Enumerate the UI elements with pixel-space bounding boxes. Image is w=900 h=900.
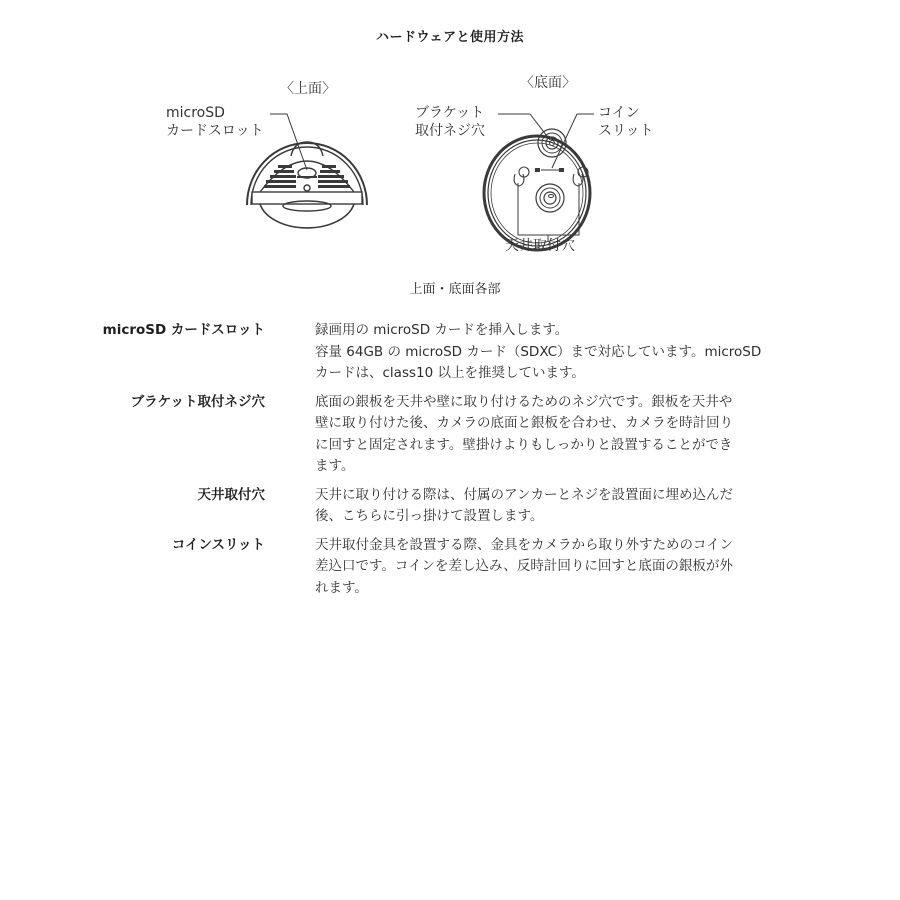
callout-coin-line2: スリット: [598, 123, 654, 139]
spec-row-coin-slit: [0, 535, 900, 600]
spec-row-microsd-slot: [0, 320, 900, 385]
spec-term: 天井取付穴: [197, 486, 265, 503]
spec-line: 天井に取り付ける際は、付属のアンカーとネジを設置面に埋め込んだ: [315, 486, 733, 503]
spec-description: [315, 320, 790, 385]
spec-row-bracket-screw-hole: [0, 392, 900, 478]
spec-line: カードは、class10 以上を推奨しています。: [315, 365, 585, 381]
spec-line: 底面の銀板を天井や壁に取り付けるためのネジ穴です。銀板を天井や: [315, 393, 733, 410]
figure-caption: 上面・底面各部: [409, 282, 501, 297]
page-title: ハードウェアと使用方法: [376, 30, 524, 45]
top-view-illustration: [160, 70, 700, 265]
spec-description: [315, 392, 790, 478]
spec-list: [0, 320, 900, 606]
spec-line: ます。: [315, 458, 355, 474]
spec-line: 録画用の microSD カードを挿入します。: [315, 322, 569, 338]
spec-term: コインスリット: [171, 536, 265, 553]
bottom-view-heading: 〈底面〉: [520, 75, 576, 91]
spec-description: [315, 485, 790, 528]
hardware-figure: [160, 70, 700, 265]
spec-term: ブラケット取付ネジ穴: [130, 393, 265, 410]
spec-term: microSD カードスロット: [102, 322, 265, 338]
spec-row-ceiling-mount-hole: [0, 485, 900, 528]
spec-line: 壁に取り付けた後、カメラの底面と銀板を合わせ、カメラを時計回り: [315, 415, 734, 431]
callout-ceiling-hole: 天井取付穴: [505, 238, 575, 254]
callout-bracket-line1: ブラケット: [415, 105, 485, 121]
spec-line: 差込口です。コインを差し込み、反時計回りに回すと底面の銀板が外: [315, 558, 733, 574]
spec-description: [315, 535, 790, 600]
callout-bracket-line2: 取付ネジ穴: [415, 123, 485, 139]
callout-microsd-line2: カードスロット: [166, 123, 264, 139]
spec-line: に回すと固定されます。壁掛けよりもしっかりと設置することができ: [315, 436, 733, 453]
spec-line: れます。: [315, 579, 368, 596]
spec-line: 後、こちらに引っ掛けて設置します。: [315, 508, 544, 524]
spec-line: 天井取付金具を設置する際、金具をカメラから取り外すためのコイン: [315, 536, 734, 553]
top-view-heading: 〈上面〉: [280, 81, 336, 97]
spec-line: 容量 64GB の microSD カード（SDXC）まで対応しています。microSD: [315, 343, 762, 360]
callout-microsd-line1: microSD: [166, 105, 225, 121]
callout-coin-line1: コイン: [598, 105, 640, 121]
